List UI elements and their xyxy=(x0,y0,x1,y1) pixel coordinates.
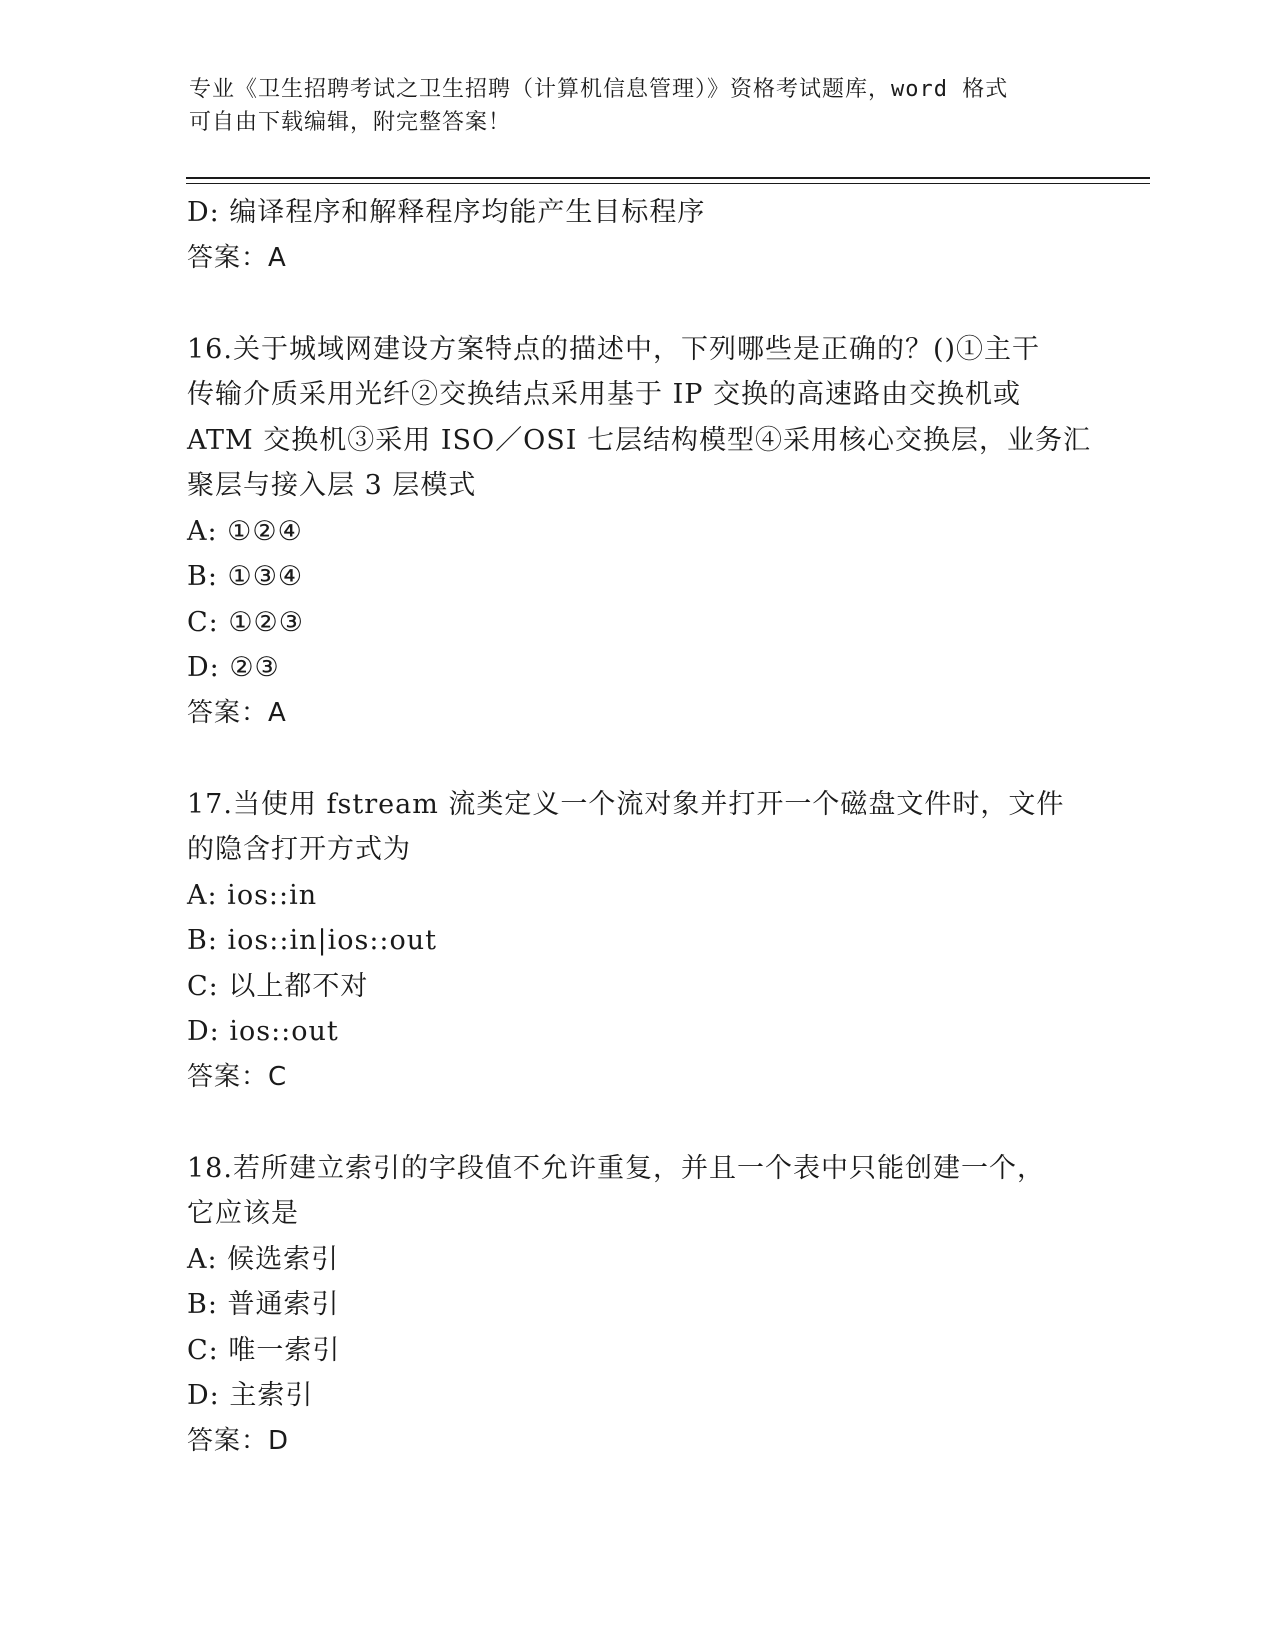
option-a: A: 候选索引 xyxy=(187,1243,340,1275)
question-text-line: 的隐含打开方式为 xyxy=(187,834,411,865)
option-d: D: ②③ xyxy=(187,652,280,683)
option-c: C: ①②③ xyxy=(187,606,304,638)
question-16 xyxy=(187,327,1092,737)
document-header xyxy=(189,73,1089,139)
question-list xyxy=(187,190,1092,1464)
option-b: B: 普通索引 xyxy=(187,1289,340,1320)
previous-question-fragment xyxy=(187,190,1087,281)
option-b: B: ios::in|ios::out xyxy=(187,925,438,956)
question-text-line: 它应该是 xyxy=(187,1198,299,1229)
answer-line: 答案：C xyxy=(187,1061,288,1092)
option-d: D: 编译程序和解释程序均能产生目标程序 xyxy=(187,197,706,228)
option-d: D: ios::out xyxy=(187,1016,339,1047)
header-line-1: 专业《卫生招聘考试之卫生招聘（计算机信息管理）》资格考试题库，word 格式 xyxy=(189,77,1009,102)
question-18 xyxy=(187,1146,1087,1465)
option-b: B: ①③④ xyxy=(187,561,304,592)
option-d: D: 主索引 xyxy=(187,1380,314,1411)
answer-line: 答案：A xyxy=(187,697,287,728)
question-text-line: 17.当使用 fstream 流类定义一个流对象并打开一个磁盘文件时，文件 xyxy=(187,788,1065,820)
question-text-line: 16.关于城域网建设方案特点的描述中，下列哪些是正确的？()①主干 xyxy=(187,333,1041,365)
answer-line: 答案：A xyxy=(187,242,287,273)
option-c: C: 唯一索引 xyxy=(187,1334,341,1366)
question-text-line: 聚层与接入层 3 层模式 xyxy=(187,470,477,501)
header-divider-thin xyxy=(186,183,1150,184)
question-text-line: 传输介质采用光纤②交换结点采用基于 IP 交换的高速路由交换机或 xyxy=(187,379,1021,410)
question-text-line: 18.若所建立索引的字段值不允许重复，并且一个表中只能创建一个， xyxy=(187,1152,1045,1184)
answer-line: 答案：D xyxy=(187,1425,290,1456)
header-line-2: 可自由下载编辑，附完整答案！ xyxy=(189,110,512,135)
header-divider xyxy=(186,177,1150,179)
option-a: A: ①②④ xyxy=(187,515,303,547)
option-a: A: ios::in xyxy=(187,879,318,911)
option-c: C: 以上都不对 xyxy=(187,970,369,1002)
question-text-line: ATM 交换机③采用 ISO／OSI 七层结构模型④采用核心交换层，业务汇 xyxy=(187,424,1092,456)
question-17 xyxy=(187,782,1087,1101)
